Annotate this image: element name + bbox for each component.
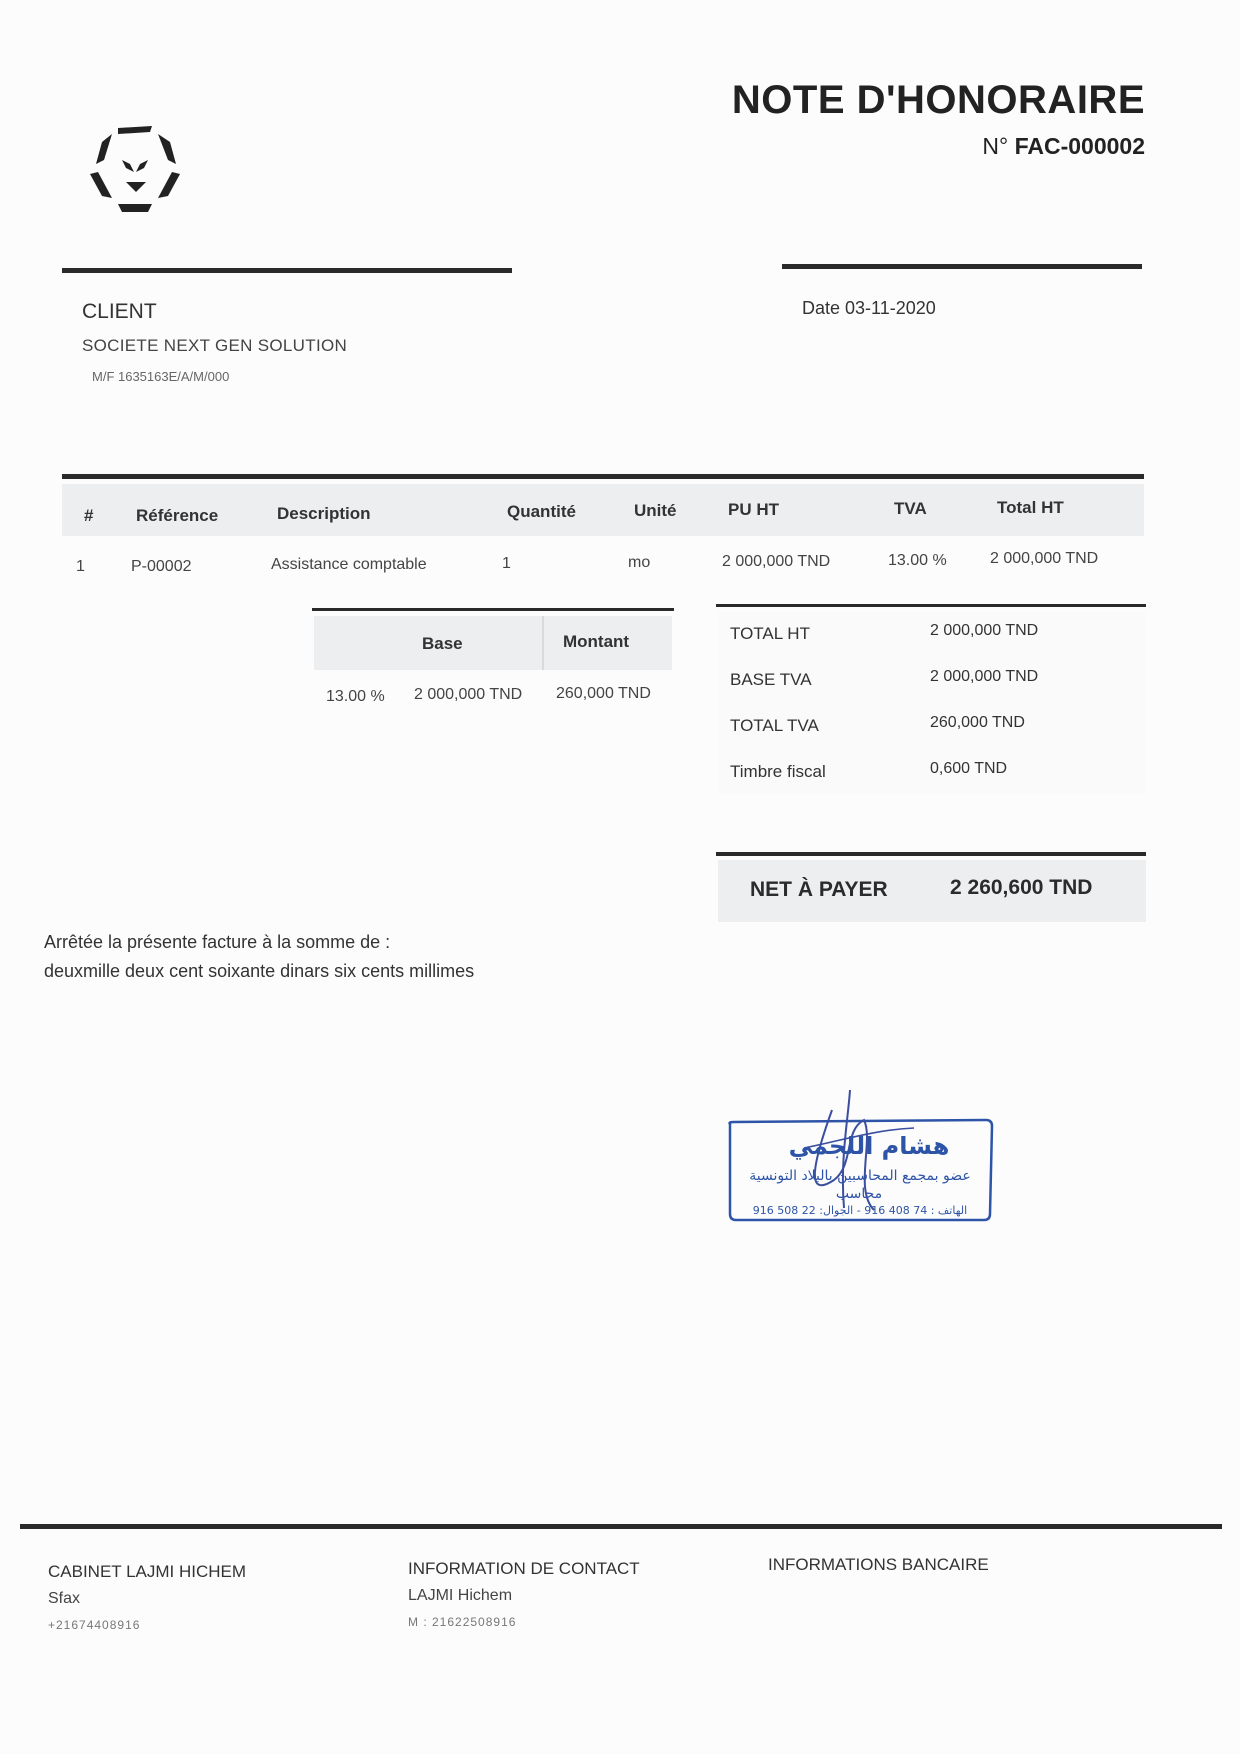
- totals-label-total-tva: TOTAL TVA: [730, 716, 819, 735]
- amount-in-words-intro: Arrêtée la présente facture à la somme de :: [44, 932, 391, 952]
- col-header-number: #: [84, 506, 94, 525]
- stamp-phone: الهاتف : 74 408 916 - الجوال: 22 508 916: [752, 1204, 968, 1217]
- footer-contact-phone: [408, 1613, 517, 1629]
- col-header-unit-price: PU HT: [728, 500, 779, 519]
- items-table-top-rule: [62, 474, 1144, 479]
- footer-contact-name: LAJMI Hichem: [408, 1587, 513, 1604]
- totals-value-base-tva: 2 000,000 TND: [930, 668, 1039, 685]
- tax-cell-amount: 260,000 TND: [556, 685, 651, 702]
- col-header-unit: Unité: [634, 501, 677, 520]
- item-cell-unit: mo: [628, 554, 651, 571]
- totals-top-rule: [716, 604, 1146, 607]
- col-header-quantity: Quantité: [507, 502, 576, 521]
- footer-company-phone: [48, 1616, 141, 1632]
- footer-rule: [20, 1524, 1222, 1529]
- item-cell-vat: 13.00 %: [888, 552, 947, 569]
- tax-table-top-rule: [312, 608, 674, 611]
- item-cell-total-ht: 2 000,000 TND: [990, 550, 1099, 567]
- footer-contact-phone-text: M : 21622508916: [408, 1615, 517, 1629]
- totals-label-stamp-duty: Timbre fiscal: [730, 762, 826, 781]
- invoice-number-value: FAC-000002: [1014, 133, 1145, 159]
- totals-label-base-tva: BASE TVA: [730, 670, 812, 689]
- item-cell-reference: P-00002: [131, 558, 192, 575]
- tax-table-divider: [542, 616, 544, 670]
- totals-value-total-ht: 2 000,000 TND: [930, 622, 1039, 639]
- footer-company-city: Sfax: [48, 1590, 81, 1607]
- col-header-total-ht: Total HT: [997, 498, 1064, 517]
- totals-value-total-tva: 260,000 TND: [930, 714, 1025, 731]
- stamp-profession: محاسب: [835, 1186, 883, 1202]
- signature-stamp: [724, 1080, 996, 1230]
- net-to-pay-label: NET À PAYER: [750, 878, 888, 901]
- net-top-rule: [716, 852, 1146, 856]
- item-cell-description: Assistance comptable: [271, 556, 427, 573]
- col-header-description: Description: [277, 504, 371, 523]
- footer-company-name: CABINET LAJMI HICHEM: [48, 1562, 247, 1581]
- client-tax-id: M/F 1635163E/A/M/000: [92, 369, 230, 384]
- col-header-vat: TVA: [894, 499, 927, 518]
- header-rule-right: [782, 264, 1142, 269]
- totals-label-total-ht: TOTAL HT: [730, 624, 810, 643]
- invoice-date: Date 03-11-2020: [802, 298, 936, 318]
- stamp-title: عضو بمجمع المحاسبين بالبلاد التونسية: [749, 1168, 971, 1184]
- invoice-number: [982, 133, 1145, 160]
- client-label: CLIENT: [82, 300, 157, 323]
- items-table-header: [62, 484, 1144, 536]
- totals-value-stamp-duty: 0,600 TND: [930, 760, 1008, 777]
- net-to-pay-value: 2 260,600 TND: [950, 876, 1093, 899]
- amount-in-words-value: deuxmille deux cent soixante dinars six cents millimes: [44, 961, 475, 981]
- tax-cell-rate: 13.00 %: [326, 688, 385, 705]
- item-cell-unit-price: 2 000,000 TND: [722, 553, 831, 570]
- col-header-reference: Référence: [136, 506, 219, 525]
- footer-contact-title: INFORMATION DE CONTACT: [408, 1559, 640, 1578]
- stamp-name: هشام اللجمي: [788, 1132, 950, 1160]
- footer-bank-title: INFORMATIONS BANCAIRE: [768, 1555, 989, 1574]
- footer-company-phone-text: +21674408916: [48, 1618, 141, 1632]
- item-cell-quantity: 1: [502, 555, 511, 572]
- invoice-number-prefix: N°: [982, 133, 1009, 159]
- client-name: SOCIETE NEXT GEN SOLUTION: [82, 336, 348, 355]
- tax-col-header-base: Base: [422, 634, 463, 653]
- document-title: NOTE D'HONORAIRE: [731, 78, 1145, 122]
- tax-col-header-amount: Montant: [563, 632, 630, 651]
- header-rule-left: [62, 268, 512, 273]
- tax-cell-base: 2 000,000 TND: [414, 686, 523, 703]
- item-cell-number: 1: [76, 558, 85, 575]
- company-logo: [88, 120, 184, 216]
